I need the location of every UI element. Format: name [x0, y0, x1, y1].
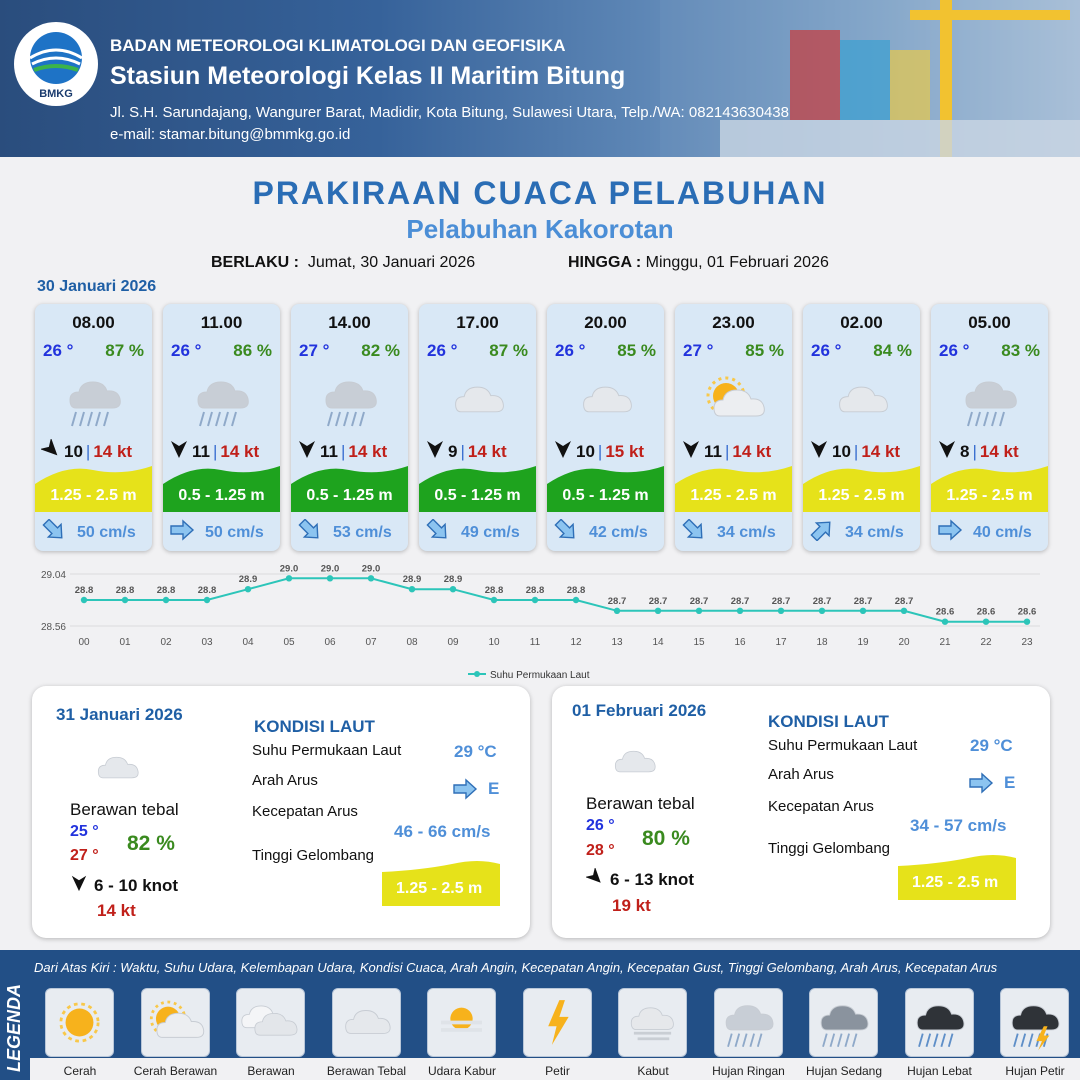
wave-height: 0.5 - 1.25 m [562, 487, 649, 504]
air-temperature: 26 ° [811, 341, 842, 360]
forecast-card [675, 304, 792, 551]
forecast-time: 02.00 [840, 313, 883, 332]
wind-gust: 14 kt [861, 441, 901, 461]
wind-direction-icon [425, 439, 445, 464]
wave-height: 1.25 - 2.5 m [946, 487, 1033, 504]
humidity: 82 % [361, 341, 400, 360]
sst-point [860, 608, 866, 614]
sst-value-label: 28.6 [1017, 606, 1037, 618]
logo-text: BMKG [39, 88, 73, 100]
humidity: 83 % [1001, 341, 1040, 360]
forecast-time: 11.00 [200, 313, 243, 332]
day-condition: Berawan tebal [586, 794, 695, 813]
hujan-ringan-icon [314, 364, 386, 436]
day-gust: 19 kt [612, 896, 651, 915]
station-address: Jl. S.H. Sarundajang, Wangurer Barat, Madidir, Kota Bitung, Sulawesi Utara, Telp./WA: 082143630438 [110, 104, 789, 121]
air-temperature: 26 ° [555, 341, 586, 360]
station-name: Stasiun Meteorologi Kelas II Maritim Bitung [110, 62, 626, 90]
legend-item-label: Cerah Berawan [133, 1064, 218, 1078]
wind-info [937, 439, 1019, 464]
x-tick-label: 14 [652, 637, 664, 648]
x-tick-label: 03 [201, 637, 213, 648]
current-speed-range: 46 - 66 cm/s [394, 822, 491, 841]
wind-direction-icon [681, 439, 701, 464]
sst-point [491, 597, 497, 603]
wave-height-range: 1.25 - 2.5 m [912, 874, 999, 891]
legend-item [905, 988, 974, 1057]
wind-speed: 11 [192, 441, 210, 461]
port-name: Pelabuhan Kakorotan [406, 214, 674, 244]
petir-icon [524, 989, 591, 1056]
sst-value-label: 29.0 [361, 563, 381, 575]
x-tick-label: 06 [324, 637, 336, 648]
sst-point [450, 586, 456, 592]
sst-value: 29 °C [454, 742, 497, 761]
air-temperature: 26 ° [427, 341, 458, 360]
forecast-card [163, 304, 280, 551]
current-info [41, 519, 136, 546]
legend-item-label: Hujan Ringan [712, 1064, 785, 1078]
sst-value-label: 28.8 [525, 585, 545, 596]
sst-value-label: 28.7 [812, 595, 832, 607]
y-tick-label: 29.04 [40, 570, 66, 581]
sst-point [983, 619, 989, 625]
forecast-time: 14.00 [328, 313, 371, 332]
current-info [297, 519, 392, 546]
legend-item-label: Hujan Lebat [907, 1064, 972, 1078]
header-banner [0, 0, 1080, 157]
forecast-time: 23.00 [712, 313, 755, 332]
current-speed-range: 34 - 57 cm/s [910, 816, 1007, 835]
current-speed-label: Kecepatan Arus [768, 798, 874, 815]
humidity: 87 % [105, 341, 144, 360]
sst-point [286, 575, 292, 581]
wind-info [681, 439, 771, 464]
sst-value-label: 28.8 [115, 585, 135, 596]
bmkg-logo [14, 22, 98, 106]
day-humidity: 82 % [127, 832, 175, 855]
wind-separator: | [853, 441, 859, 461]
cerah-icon [46, 989, 113, 1056]
wind-info [553, 439, 644, 464]
hujan-ringan-icon [186, 364, 258, 436]
legend-item [714, 988, 783, 1057]
sst-point [696, 608, 702, 614]
sst-value-label: 28.6 [976, 606, 996, 618]
wave-height: 1.25 - 2.5 m [50, 487, 137, 504]
wind-gust: 14 kt [348, 441, 388, 461]
forecast-card [419, 304, 536, 551]
cerah-berawan-icon [698, 364, 770, 436]
wind-speed: 11 [704, 441, 722, 461]
sst-point [778, 608, 784, 614]
sst-label: Suhu Permukaan Laut [252, 742, 402, 759]
x-tick-label: 07 [365, 637, 377, 648]
sst-value-label: 28.9 [238, 574, 258, 586]
sst-label: Suhu Permukaan Laut [768, 737, 918, 754]
sst-point [819, 608, 825, 614]
day1-date: 30 Januari 2026 [37, 278, 157, 295]
x-tick-label: 12 [570, 637, 582, 648]
current-direction-icon [809, 519, 835, 546]
current-speed-label: Kecepatan Arus [252, 803, 358, 820]
wind-direction-icon [169, 439, 189, 464]
day-wind [586, 868, 694, 891]
sst-point [901, 608, 907, 614]
current-direction-label: Arah Arus [768, 766, 834, 783]
current-info [937, 519, 1032, 546]
wind-direction-icon [70, 874, 88, 897]
current-direction-icon [937, 519, 963, 546]
sst-value-label: 29.0 [279, 563, 299, 575]
current-speed: 34 cm/s [845, 523, 904, 541]
wave-height: 1.25 - 2.5 m [690, 487, 777, 504]
legend-item [523, 988, 592, 1057]
x-tick-label: 10 [488, 637, 500, 648]
air-temperature: 26 ° [43, 341, 74, 360]
udara-kabur-icon [428, 989, 495, 1056]
x-tick-label: 13 [611, 637, 623, 648]
current-direction-icon [169, 519, 195, 546]
sst-value-label: 28.7 [607, 595, 627, 607]
wind-gust: 14 kt [220, 441, 260, 461]
air-temperature: 27 ° [683, 341, 714, 360]
x-tick-label: 18 [816, 637, 828, 648]
legend-item-label: Hujan Sedang [805, 1064, 883, 1078]
legend-item-label: Kabut [637, 1064, 669, 1078]
current-info [553, 519, 648, 546]
day-summary-card [552, 686, 1050, 938]
sst-value-label: 29.0 [320, 563, 340, 575]
wind-info [41, 439, 132, 464]
svg-text:LEGENDA: LEGENDA [4, 983, 24, 1072]
sst-value-label: 28.7 [648, 595, 668, 607]
cerah-berawan-icon [142, 989, 209, 1056]
current-direction-icon [297, 519, 323, 546]
sst-point [327, 575, 333, 581]
kabut-icon [619, 989, 686, 1056]
wind-direction-icon [553, 439, 573, 464]
current-info [809, 519, 904, 546]
wind-speed: 10 [832, 441, 851, 461]
current-speed: 50 cm/s [205, 523, 264, 541]
hujan-lebat-icon [906, 989, 973, 1056]
wind-direction-icon [586, 868, 604, 891]
current-info [169, 519, 264, 546]
wind-info [809, 439, 900, 464]
legend-item-label: Udara Kabur [427, 1064, 497, 1078]
sea-condition-title: KONDISI LAUT [254, 717, 375, 736]
current-direction-icon [41, 519, 67, 546]
wave-height-label: Tinggi Gelombang [252, 847, 375, 864]
wind-info [425, 439, 507, 464]
wave-height: 1.25 - 2.5 m [818, 487, 905, 504]
wave-height: 0.5 - 1.25 m [178, 487, 265, 504]
hujan-ringan-icon [58, 364, 130, 436]
legend-item-label: Berawan [247, 1064, 295, 1078]
day-wind [70, 874, 178, 897]
sst-value-label: 28.8 [484, 585, 504, 596]
wind-speed: 11 [320, 441, 338, 461]
valid-to-label: HINGGA : [568, 254, 642, 271]
valid-from [211, 254, 475, 272]
wind-gust: 14 kt [467, 441, 507, 461]
x-tick-label: 16 [734, 637, 746, 648]
forecast-card [931, 304, 1048, 551]
x-tick-label: 21 [939, 637, 951, 648]
berawan-tebal-icon [826, 364, 898, 436]
current-direction [452, 778, 499, 800]
current-speed: 50 cm/s [77, 523, 136, 541]
humidity: 86 % [233, 341, 272, 360]
hujan-petir-icon [1001, 989, 1068, 1056]
wind-gust: 15 kt [605, 441, 645, 461]
sst-line [84, 578, 1027, 621]
sst-point [368, 575, 374, 581]
current-speed: 42 cm/s [589, 523, 648, 541]
legend-item [332, 988, 401, 1057]
current-speed: 40 cm/s [973, 523, 1032, 541]
forecast-card [547, 304, 664, 551]
wave-height: 0.5 - 1.25 m [434, 487, 521, 504]
sst-value-label: 28.8 [197, 585, 217, 596]
legend-marker [474, 671, 480, 677]
sst-value-label: 28.7 [730, 595, 750, 607]
wind-separator: | [724, 441, 730, 461]
day-wind-speed: 6 - 13 knot [610, 869, 695, 889]
temp-max: 28 ° [586, 842, 615, 859]
wind-separator: | [85, 441, 91, 461]
current-info [425, 519, 520, 546]
wind-gust: 14 kt [979, 441, 1019, 461]
hujan-sedang-icon [810, 989, 877, 1056]
air-temperature: 27 ° [299, 341, 330, 360]
legend-item [1000, 988, 1069, 1057]
valid-from-value: Jumat, 30 Januari 2026 [307, 254, 476, 271]
valid-to-value: Minggu, 01 Februari 2026 [645, 254, 829, 271]
humidity: 85 % [745, 341, 784, 360]
legend-item-label: Hujan Petir [1005, 1064, 1065, 1078]
wind-separator: | [597, 441, 603, 461]
x-tick-label: 22 [980, 637, 992, 648]
legend-item-label: Petir [545, 1064, 570, 1078]
wave-height-range: 1.25 - 2.5 m [396, 880, 483, 897]
sst-value-label: 28.8 [156, 585, 176, 596]
legend-description: Dari Atas Kiri : Waktu, Suhu Udara, Kelembapan Udara, Kondisi Cuaca, Arah Angin, Kecepatan Angin, Kecepatan Gust, Tinggi Gelombang, Arah Arus, Kecepatan Arus [34, 960, 998, 975]
sst-point [655, 608, 661, 614]
current-speed: 53 cm/s [333, 523, 392, 541]
wind-speed: 9 [448, 441, 458, 461]
x-tick-label: 00 [78, 637, 90, 648]
wave-height-label: Tinggi Gelombang [768, 840, 891, 857]
current-speed: 49 cm/s [461, 523, 520, 541]
sst-value-label: 28.7 [771, 595, 791, 607]
x-tick-label: 04 [242, 637, 254, 648]
temp-min: 26 ° [586, 817, 615, 834]
x-tick-label: 09 [447, 637, 459, 648]
legend-item [618, 988, 687, 1057]
sst-value-label: 28.9 [402, 574, 422, 586]
org-name: BADAN METEOROLOGI KLIMATOLOGI DAN GEOFISIKA [110, 36, 566, 55]
sst-point [409, 586, 415, 592]
forecast-time: 20.00 [584, 313, 627, 332]
sst-point [1024, 619, 1030, 625]
sst-value-label: 28.7 [689, 595, 709, 607]
humidity: 87 % [489, 341, 528, 360]
current-direction-value: E [488, 779, 500, 798]
current-direction-icon [452, 778, 478, 800]
station-email[interactable]: e-mail: stamar.bitung@bmmkg.go.id [110, 126, 351, 143]
forecast-card [291, 304, 408, 551]
legend-series-name: Suhu Permukaan Laut [490, 670, 590, 681]
wind-separator: | [212, 441, 218, 461]
sst-point [532, 597, 538, 603]
day-summary-card [32, 686, 530, 938]
wind-direction-icon [297, 439, 317, 464]
wind-speed: 8 [960, 441, 970, 461]
temp-min: 25 ° [70, 823, 99, 840]
sst-value-label: 28.6 [935, 606, 955, 618]
sst-value-label: 28.7 [853, 595, 873, 607]
x-tick-label: 15 [693, 637, 705, 648]
sst-value: 29 °C [970, 736, 1013, 755]
x-tick-label: 01 [119, 637, 131, 648]
sst-value-label: 28.8 [566, 585, 586, 596]
sst-point [122, 597, 128, 603]
sst-point [163, 597, 169, 603]
current-direction-icon [681, 519, 707, 546]
berawan-tebal-icon [333, 989, 400, 1056]
sst-point [737, 608, 743, 614]
wave-height: 0.5 - 1.25 m [306, 487, 393, 504]
wind-info [297, 439, 387, 464]
forecast-time: 08.00 [72, 313, 115, 332]
berawan-tebal-icon [87, 738, 147, 788]
berawan-tebal-icon [604, 732, 664, 782]
sst-point [81, 597, 87, 603]
wind-gust: 14 kt [732, 441, 772, 461]
current-direction-value: E [1004, 773, 1016, 792]
wind-direction-icon [937, 439, 957, 464]
wind-speed: 10 [576, 441, 595, 461]
sst-point [573, 597, 579, 603]
forecast-card [803, 304, 920, 551]
humidity: 85 % [617, 341, 656, 360]
day-date: 31 Januari 2026 [56, 705, 183, 724]
current-speed: 34 cm/s [717, 523, 776, 541]
sst-point [942, 619, 948, 625]
air-temperature: 26 ° [171, 341, 202, 360]
x-tick-label: 19 [857, 637, 869, 648]
sst-value-label: 28.8 [74, 585, 94, 596]
day-wind-speed: 6 - 10 knot [94, 875, 179, 895]
day-condition: Berawan tebal [70, 800, 179, 819]
page-title: PRAKIRAAN CUACA PELABUHAN [252, 175, 828, 211]
legend-item-label: Berawan Tebal [326, 1064, 407, 1078]
day-date: 01 Februari 2026 [572, 701, 707, 720]
hujan-ringan-icon [715, 989, 782, 1056]
x-tick-label: 23 [1021, 637, 1033, 648]
wind-separator: | [460, 441, 465, 461]
wind-direction-icon [809, 439, 829, 464]
wind-speed: 10 [64, 441, 83, 461]
wind-gust: 14 kt [93, 441, 133, 461]
wind-info [169, 439, 259, 464]
legend-item [427, 988, 496, 1057]
sst-point [245, 586, 251, 592]
forecast-time: 17.00 [456, 313, 499, 332]
legend-item [236, 988, 305, 1057]
sst-chart [0, 560, 1080, 685]
wind-separator: | [340, 441, 346, 461]
air-temperature: 26 ° [939, 341, 970, 360]
forecast-time: 05.00 [968, 313, 1011, 332]
y-tick-label: 28.56 [40, 622, 66, 633]
x-tick-label: 17 [775, 637, 787, 648]
legend-item [45, 988, 114, 1057]
x-tick-label: 05 [283, 637, 295, 648]
legend-title [4, 964, 26, 1076]
current-direction-icon [968, 772, 994, 794]
x-tick-label: 08 [406, 637, 418, 648]
legend-item [141, 988, 210, 1057]
valid-from-label: BERLAKU : [211, 254, 299, 271]
humidity: 84 % [873, 341, 912, 360]
sst-value-label: 28.9 [443, 574, 463, 586]
berawan-tebal-icon [570, 364, 642, 436]
x-tick-label: 11 [529, 637, 541, 648]
hujan-ringan-icon [954, 364, 1026, 436]
day-gust: 14 kt [97, 901, 136, 920]
legend-item [809, 988, 878, 1057]
legend-item-label: Cerah [63, 1064, 97, 1078]
x-tick-label: 20 [898, 637, 910, 648]
day-humidity: 80 % [642, 827, 690, 850]
sst-point [204, 597, 210, 603]
current-info [681, 519, 776, 546]
current-direction-label: Arah Arus [252, 772, 318, 789]
sea-condition-title: KONDISI LAUT [768, 712, 889, 731]
port-illustration [660, 0, 1080, 157]
current-direction-icon [425, 519, 451, 546]
berawan-tebal-icon [442, 364, 514, 436]
temp-max: 27 ° [70, 847, 99, 864]
berawan-icon [237, 989, 304, 1056]
wind-direction-icon [41, 439, 61, 464]
valid-to [568, 254, 829, 272]
sst-point [614, 608, 620, 614]
current-direction [968, 772, 1015, 794]
wind-separator: | [972, 441, 977, 461]
current-direction-icon [553, 519, 579, 546]
x-tick-label: 02 [160, 637, 172, 648]
forecast-card [35, 304, 152, 551]
sst-value-label: 28.7 [894, 595, 914, 607]
